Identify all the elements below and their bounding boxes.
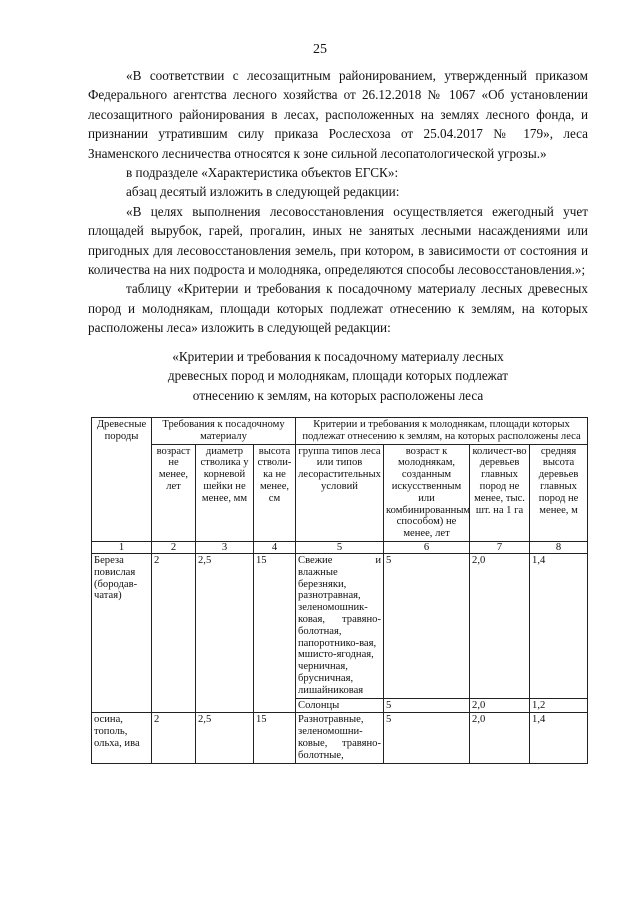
column-number: 4 bbox=[254, 541, 296, 553]
count-cell: 2,0 bbox=[470, 698, 530, 713]
column-number: 2 bbox=[152, 541, 196, 553]
table-header-row bbox=[92, 418, 588, 445]
age-cell: 2 bbox=[152, 713, 196, 763]
young-age-cell: 5 bbox=[384, 698, 470, 713]
paragraph: в подразделе «Характеристика объектов ЕГСК»: bbox=[126, 165, 399, 181]
avg-height-cell: 1,4 bbox=[530, 713, 588, 763]
column-number: 1 bbox=[92, 541, 152, 553]
subheader-group: группа типов леса или типов лесорастительных условий bbox=[296, 444, 384, 541]
table-row bbox=[92, 713, 588, 763]
body-text bbox=[88, 66, 588, 338]
page-number: 25 bbox=[313, 42, 327, 57]
subheader-diameter: диаметр стволика у корневой шейки не менее, мм bbox=[196, 444, 254, 541]
paragraph: «В целях выполнения лесовосстановления осуществляется ежегодный учет площадей вырубок, гарей, прогалин, иных не занятых лесными насаждениями или пригодных для лесовосстановления земель, при котором, в зависимости от состояния и количества на них подроста и молодняка, определяются способы лесовосстановления.»; bbox=[88, 203, 588, 278]
group-cell: Солонцы bbox=[296, 698, 384, 713]
column-number-row bbox=[92, 541, 588, 553]
subheader-young-age: возраст к молоднякам, созданным искусственным или комбинированным способом) не менее, лет bbox=[384, 444, 470, 541]
group-cell: Разнотравные, зеленомошни-ковые, травяно-болотные, bbox=[296, 713, 384, 763]
subheader-count: количест-во деревьев главных пород не менее, тыс. шт. на 1 га bbox=[470, 444, 530, 541]
table-subheader-row bbox=[92, 444, 588, 541]
count-cell: 2,0 bbox=[470, 553, 530, 698]
age-cell: 2 bbox=[152, 553, 196, 712]
young-age-cell: 5 bbox=[384, 713, 470, 763]
height-cell: 15 bbox=[254, 553, 296, 712]
paragraph: абзац десятый изложить в следующей редакции: bbox=[126, 184, 400, 200]
header-species: Древесные породы bbox=[92, 418, 152, 542]
diameter-cell: 2,5 bbox=[196, 553, 254, 712]
subheader-height: высота стволи-ка не менее, см bbox=[254, 444, 296, 541]
paragraph: «В соответствии с лесозащитным районированием, утвержденный приказом Федерального агентства лесного хозяйства от 26.12.2018 № 1067 «Об установлении лесозащитного районирования в лесах, расположенных на землях лесного фонда, и признании утратившим силу приказа Рослесхоза от 25.04.2017 № 179», леса Знаменского лесничества относятся к зоне сильной лесопатологической угрозы.» bbox=[88, 68, 588, 161]
avg-height-cell: 1,2 bbox=[530, 698, 588, 713]
column-number: 7 bbox=[470, 541, 530, 553]
species-cell: Береза повислая (бородав-чатая) bbox=[92, 553, 152, 712]
table-row bbox=[92, 553, 588, 698]
paragraph: таблицу «Критерии и требования к посадочному материалу лесных древесных пород и молоднякам, площади которых подлежат отнесению к землям, на которых расположены леса» изложить в следующей редакции: bbox=[88, 281, 588, 336]
subheader-avg-height: средняя высота деревьев главных пород не менее, м bbox=[530, 444, 588, 541]
table-title bbox=[88, 347, 588, 405]
count-cell: 2,0 bbox=[470, 713, 530, 763]
subheader-age: возраст не менее, лет bbox=[152, 444, 196, 541]
diameter-cell: 2,5 bbox=[196, 713, 254, 763]
young-age-cell: 5 bbox=[384, 553, 470, 698]
criteria-table bbox=[91, 417, 588, 764]
column-number: 5 bbox=[296, 541, 384, 553]
column-number: 6 bbox=[384, 541, 470, 553]
column-number: 3 bbox=[196, 541, 254, 553]
group-cell: Свежие и влажные березняки, разнотравная, зеленомошник-ковая, травяно-болотная, папоротнико-вая, мшисто-ягодная, черничная, брусничная, лишайниковая bbox=[296, 553, 384, 698]
table-title-line: отнесению к землям, на которых расположены леса bbox=[192, 387, 484, 403]
avg-height-cell: 1,4 bbox=[530, 553, 588, 698]
header-planting: Требования к посадочному материалу bbox=[152, 418, 296, 445]
table-title-line: «Критерии и требования к посадочному материалу лесных bbox=[172, 349, 504, 364]
column-number: 8 bbox=[530, 541, 588, 553]
species-cell: осина, тополь, ольха, ива bbox=[92, 713, 152, 763]
header-young: Критерии и требования к молоднякам, площади которых подлежат отнесению к землям, на которых расположены леса bbox=[296, 418, 588, 445]
table-title-line: древесных пород и молоднякам, площади которых подлежат bbox=[167, 368, 509, 384]
height-cell: 15 bbox=[254, 713, 296, 763]
